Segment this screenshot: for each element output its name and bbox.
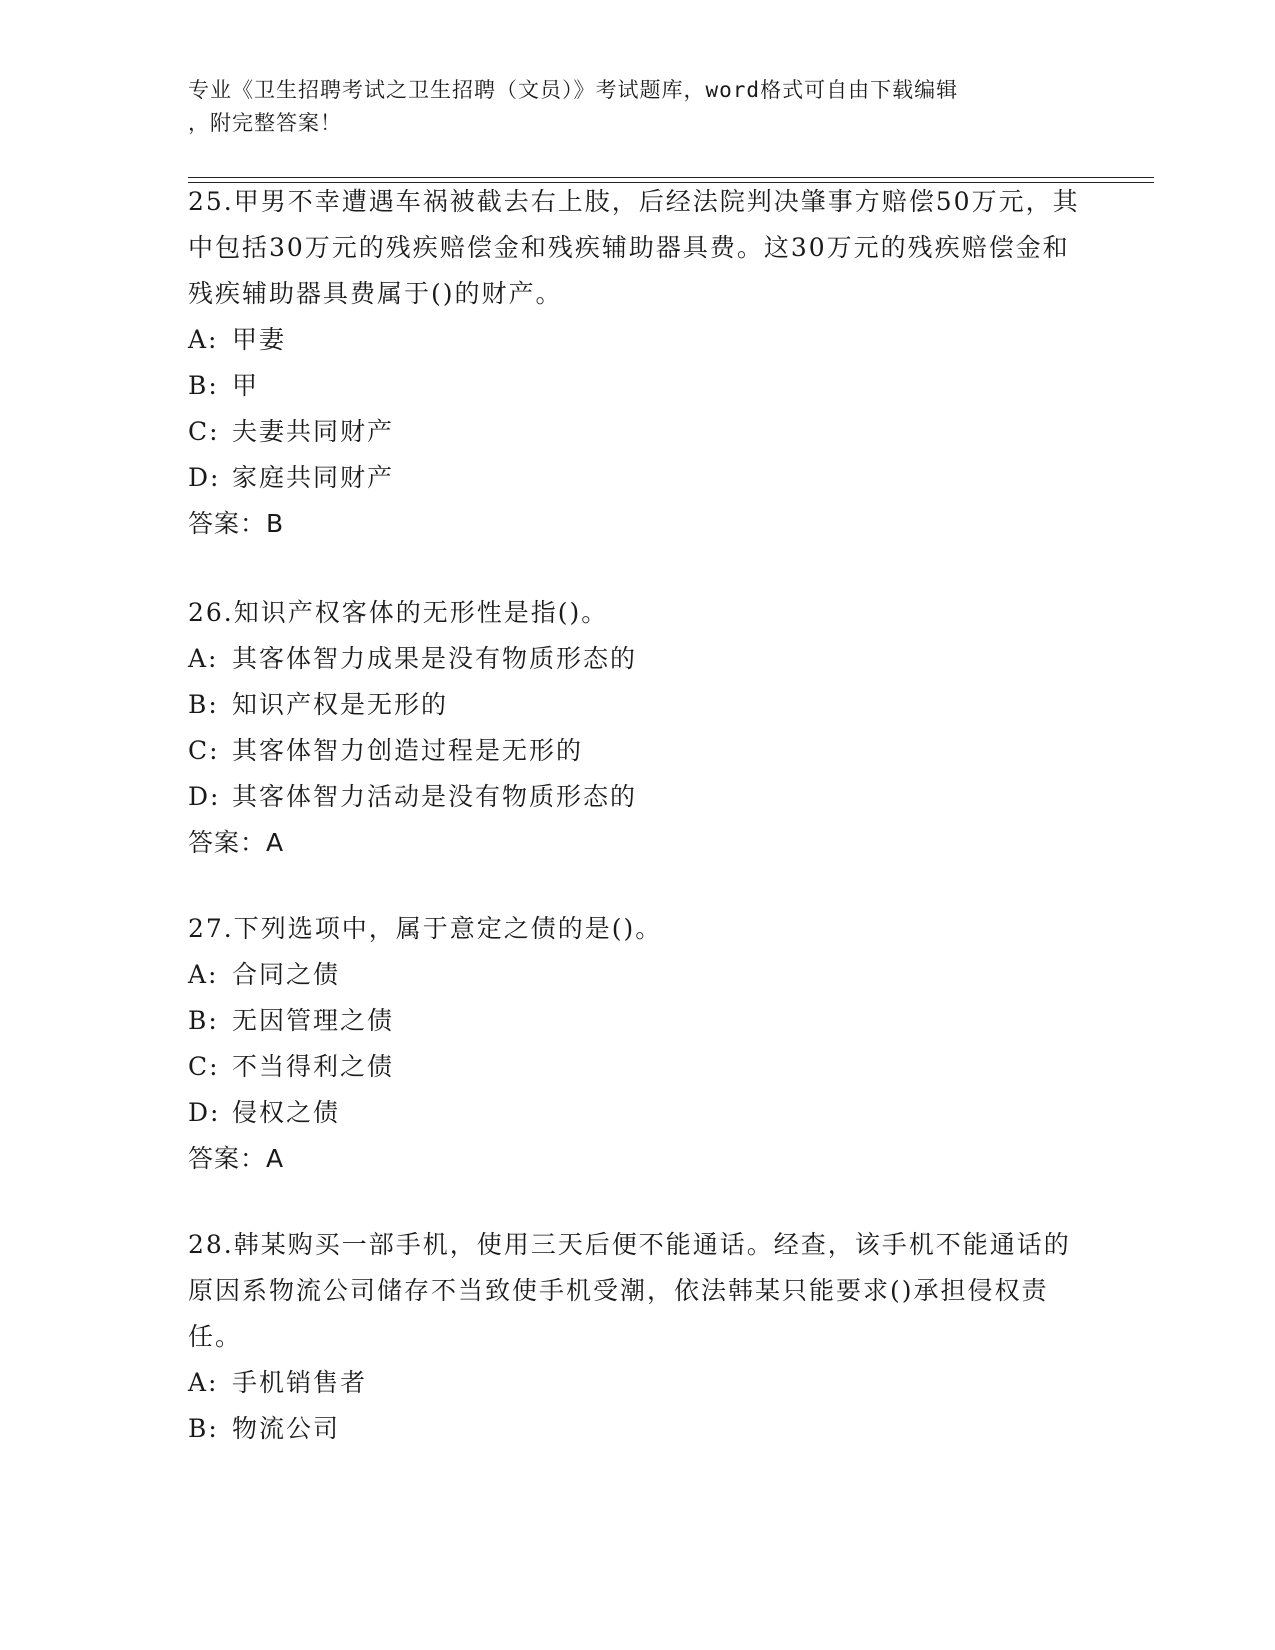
question-stem: 26.知识产权客体的无形性是指()。	[188, 598, 609, 627]
option-c	[188, 1044, 1088, 1090]
question-27	[188, 906, 1088, 1182]
option-key: C:	[188, 417, 220, 446]
option-key: D:	[188, 782, 221, 811]
option-a	[188, 636, 1088, 682]
option-text: 其客体智力成果是没有物质形态的	[232, 644, 638, 673]
option-d	[188, 774, 1088, 820]
option-key: A:	[188, 325, 219, 354]
option-key: C:	[188, 1052, 220, 1081]
question-25	[188, 179, 1088, 547]
header-line-2: ，附完整答案！	[188, 111, 342, 135]
question-26	[188, 590, 1088, 866]
answer-line: 答案：A	[188, 1144, 285, 1173]
answer-line: 答案：A	[188, 828, 285, 857]
option-key: D:	[188, 1098, 221, 1127]
option-key: A:	[188, 644, 219, 673]
option-b	[188, 363, 1088, 409]
document-header	[188, 74, 1078, 140]
question-stem: 25.甲男不幸遭遇车祸被截去右上肢，后经法院判决肇事方赔偿50万元，其中包括30万元的残疾赔偿金和残疾辅助器具费。这30万元的残疾赔偿金和残疾辅助器具费属于()的财产。	[188, 187, 1080, 308]
option-text: 物流公司	[232, 1414, 341, 1443]
option-c	[188, 728, 1088, 774]
option-text: 家庭共同财产	[232, 463, 395, 492]
header-line-1: 专业《卫生招聘考试之卫生招聘（文员）》考试题库，word格式可自由下载编辑	[188, 78, 959, 102]
option-text: 甲妻	[232, 325, 287, 354]
header-divider-top	[188, 177, 1154, 178]
option-text: 无因管理之债	[232, 1006, 395, 1035]
option-d	[188, 455, 1088, 501]
option-text: 合同之债	[232, 960, 341, 989]
option-text: 侵权之债	[232, 1098, 341, 1127]
option-text: 其客体智力创造过程是无形的	[232, 736, 584, 765]
question-stem: 28.韩某购买一部手机，使用三天后便不能通话。经查，该手机不能通话的原因系物流公司储存不当致使手机受潮，依法韩某只能要求()承担侵权责任。	[188, 1230, 1071, 1351]
option-key: D:	[188, 463, 221, 492]
option-text: 手机销售者	[232, 1368, 368, 1397]
option-c	[188, 409, 1088, 455]
option-key: A:	[188, 960, 219, 989]
option-a	[188, 952, 1088, 998]
option-key: A:	[188, 1368, 219, 1397]
option-d	[188, 1090, 1088, 1136]
option-a	[188, 1360, 1088, 1406]
option-key: B:	[188, 1414, 219, 1443]
option-key: B:	[188, 371, 219, 400]
option-b	[188, 998, 1088, 1044]
option-text: 甲	[232, 371, 260, 400]
question-28	[188, 1222, 1088, 1452]
answer-line: 答案：B	[188, 509, 285, 538]
option-key: C:	[188, 736, 220, 765]
option-text: 不当得利之债	[232, 1052, 395, 1081]
option-text: 知识产权是无形的	[232, 690, 449, 719]
question-stem: 27.下列选项中，属于意定之债的是()。	[188, 914, 663, 943]
option-text: 夫妻共同财产	[232, 417, 395, 446]
option-b	[188, 682, 1088, 728]
option-key: B:	[188, 1006, 219, 1035]
option-b	[188, 1406, 1088, 1452]
option-key: B:	[188, 690, 219, 719]
option-a	[188, 317, 1088, 363]
option-text: 其客体智力活动是没有物质形态的	[232, 782, 638, 811]
